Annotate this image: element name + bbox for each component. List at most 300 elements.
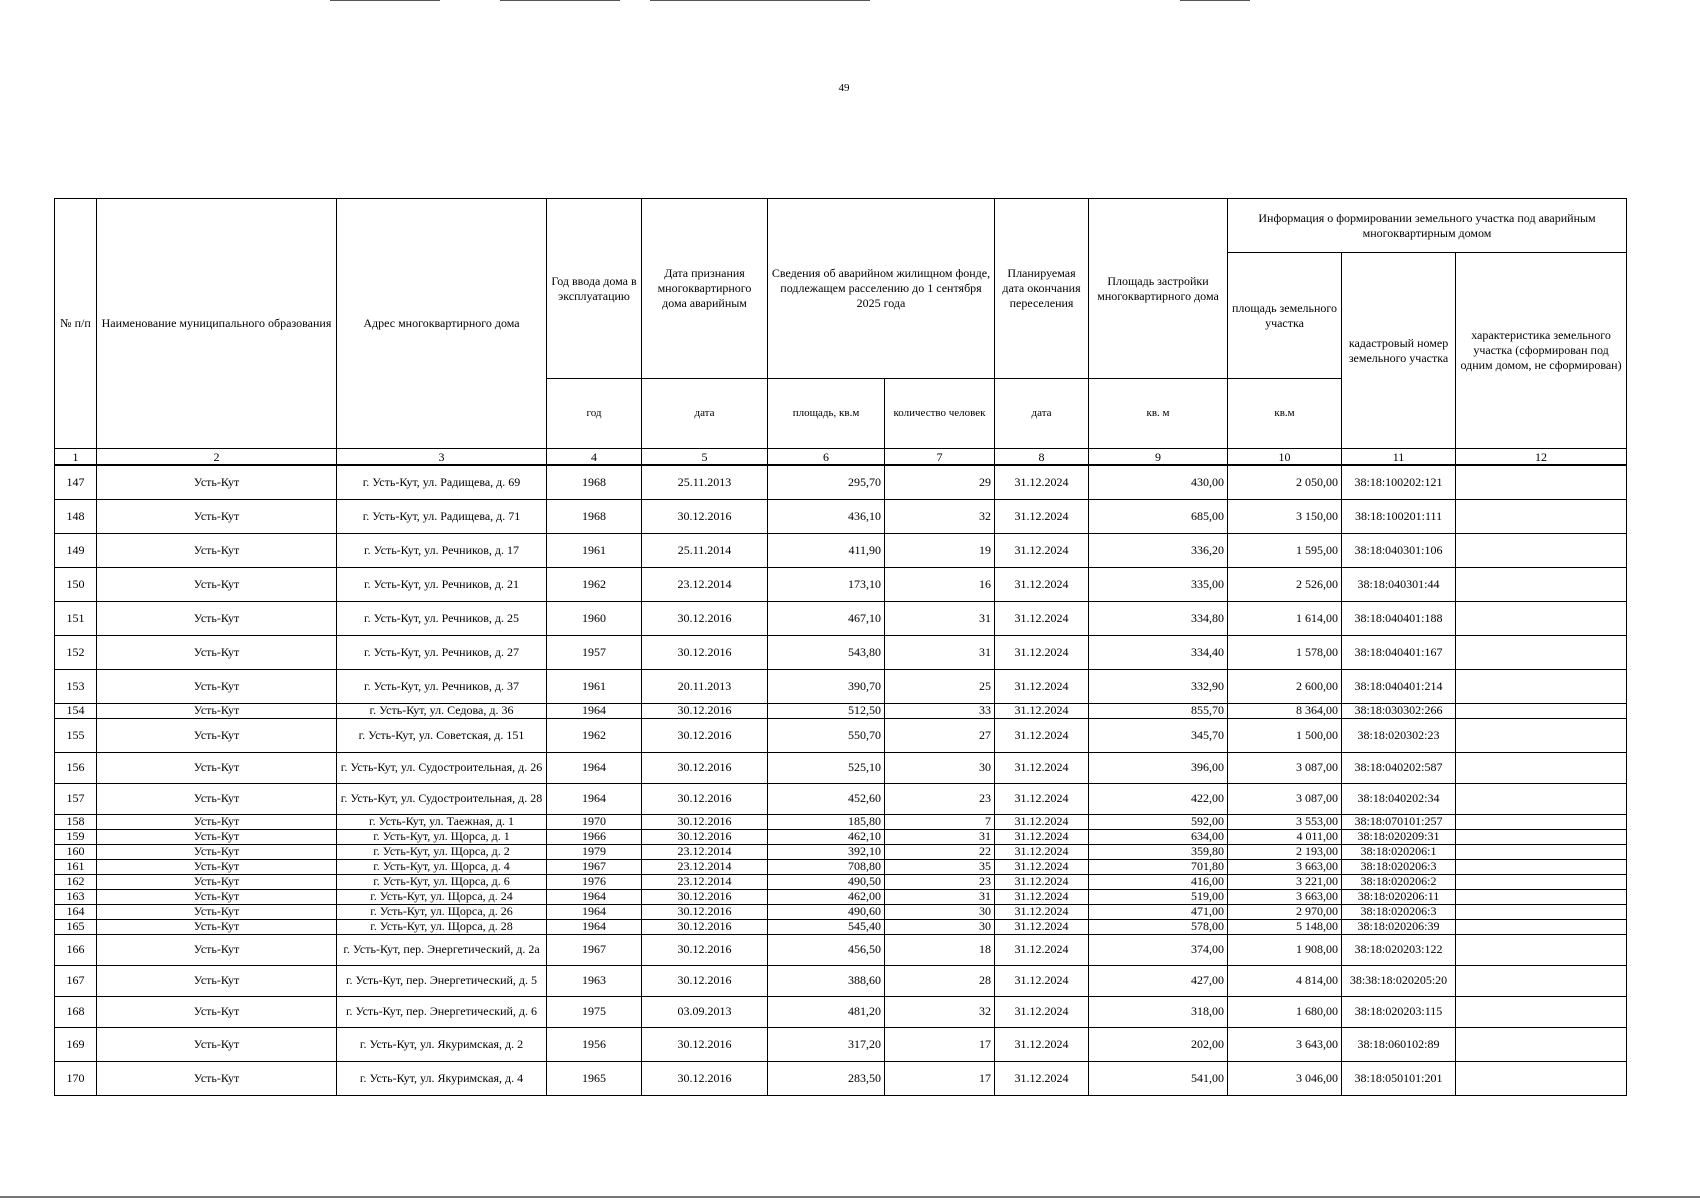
address-cell: г. Усть-Кут, ул. Судостроительная, д. 26 bbox=[337, 752, 547, 783]
scan-bottom-edge bbox=[0, 1196, 1700, 1198]
people-count-cell: 31 bbox=[885, 889, 995, 904]
header-emergency-fund: Сведения об аварийном жилищном фонде, подлежащем расселению до 1 сентября 2025 года bbox=[768, 199, 995, 379]
header-building-area: Площадь застройки многоквартирного дома bbox=[1089, 199, 1228, 379]
area-sqm-cell: 481,20 bbox=[768, 996, 885, 1027]
building-area-cell: 519,00 bbox=[1089, 889, 1228, 904]
row-number-cell: 159 bbox=[55, 829, 97, 844]
year-built-cell: 1964 bbox=[547, 703, 642, 718]
year-built-cell: 1976 bbox=[547, 874, 642, 889]
column-number: 7 bbox=[885, 449, 995, 466]
address-cell: г. Усть-Кут, ул. Речников, д. 17 bbox=[337, 533, 547, 567]
people-count-cell: 30 bbox=[885, 904, 995, 919]
row-number-cell: 162 bbox=[55, 874, 97, 889]
people-count-cell: 18 bbox=[885, 934, 995, 965]
municipality-cell: Усть-Кут bbox=[97, 874, 337, 889]
date-declared-cell: 23.12.2014 bbox=[642, 874, 768, 889]
planned-date-cell: 31.12.2024 bbox=[995, 829, 1089, 844]
people-count-cell: 23 bbox=[885, 783, 995, 814]
year-built-cell: 1964 bbox=[547, 904, 642, 919]
building-area-cell: 334,40 bbox=[1089, 635, 1228, 669]
planned-date-cell: 31.12.2024 bbox=[995, 904, 1089, 919]
people-count-cell: 17 bbox=[885, 1027, 995, 1061]
land-area-cell: 2 600,00 bbox=[1228, 669, 1342, 703]
land-characteristic-cell bbox=[1456, 965, 1627, 996]
land-area-cell: 5 148,00 bbox=[1228, 919, 1342, 934]
year-built-cell: 1961 bbox=[547, 669, 642, 703]
municipality-cell: Усть-Кут bbox=[97, 859, 337, 874]
address-cell: г. Усть-Кут, ул. Щорса, д. 6 bbox=[337, 874, 547, 889]
municipality-cell: Усть-Кут bbox=[97, 904, 337, 919]
row-number-cell: 156 bbox=[55, 752, 97, 783]
column-number: 8 bbox=[995, 449, 1089, 466]
municipality-cell: Усть-Кут bbox=[97, 829, 337, 844]
municipality-cell: Усть-Кут bbox=[97, 996, 337, 1027]
year-built-cell: 1960 bbox=[547, 601, 642, 635]
planned-date-cell: 31.12.2024 bbox=[995, 752, 1089, 783]
municipality-cell: Усть-Кут bbox=[97, 844, 337, 859]
row-number-cell: 155 bbox=[55, 718, 97, 752]
planned-date-cell: 31.12.2024 bbox=[995, 889, 1089, 904]
date-declared-cell: 30.12.2016 bbox=[642, 703, 768, 718]
area-sqm-cell: 392,10 bbox=[768, 844, 885, 859]
people-count-cell: 22 bbox=[885, 844, 995, 859]
area-sqm-cell: 185,80 bbox=[768, 814, 885, 829]
scan-artifact-line bbox=[330, 0, 440, 1]
row-number-cell: 149 bbox=[55, 533, 97, 567]
planned-date-cell: 31.12.2024 bbox=[995, 1027, 1089, 1061]
year-built-cell: 1961 bbox=[547, 533, 642, 567]
cadastral-number-cell: 38:38:18:020205:20 bbox=[1342, 965, 1456, 996]
land-characteristic-cell bbox=[1456, 1027, 1627, 1061]
cadastral-number-cell: 38:18:060102:89 bbox=[1342, 1027, 1456, 1061]
land-area-cell: 3 663,00 bbox=[1228, 859, 1342, 874]
building-area-cell: 427,00 bbox=[1089, 965, 1228, 996]
area-sqm-cell: 708,80 bbox=[768, 859, 885, 874]
table-row bbox=[55, 635, 1627, 669]
address-cell: г. Усть-Кут, пер. Энергетический, д. 2а bbox=[337, 934, 547, 965]
people-count-cell: 19 bbox=[885, 533, 995, 567]
land-characteristic-cell bbox=[1456, 874, 1627, 889]
area-sqm-cell: 173,10 bbox=[768, 567, 885, 601]
land-characteristic-cell bbox=[1456, 635, 1627, 669]
land-characteristic-cell bbox=[1456, 904, 1627, 919]
address-cell: г. Усть-Кут, ул. Речников, д. 37 bbox=[337, 669, 547, 703]
planned-date-cell: 31.12.2024 bbox=[995, 874, 1089, 889]
land-area-cell: 3 643,00 bbox=[1228, 1027, 1342, 1061]
year-built-cell: 1975 bbox=[547, 996, 642, 1027]
year-built-cell: 1964 bbox=[547, 752, 642, 783]
year-built-cell: 1965 bbox=[547, 1061, 642, 1095]
address-cell: г. Усть-Кут, ул. Якуримская, д. 2 bbox=[337, 1027, 547, 1061]
land-area-cell: 2 193,00 bbox=[1228, 844, 1342, 859]
building-area-cell: 335,00 bbox=[1089, 567, 1228, 601]
people-count-cell: 23 bbox=[885, 874, 995, 889]
header-land-characteristic: характеристика земельного участка (сформирован под одним домом, не сформирован) bbox=[1456, 253, 1627, 449]
cadastral-number-cell: 38:18:020302:23 bbox=[1342, 718, 1456, 752]
table-row bbox=[55, 919, 1627, 934]
land-area-cell: 1 578,00 bbox=[1228, 635, 1342, 669]
address-cell: г. Усть-Кут, ул. Щорса, д. 4 bbox=[337, 859, 547, 874]
header-land-info: Информация о формировании земельного участка под аварийным многоквартирным домом bbox=[1228, 199, 1627, 253]
cadastral-number-cell: 38:18:030302:266 bbox=[1342, 703, 1456, 718]
building-area-cell: 345,70 bbox=[1089, 718, 1228, 752]
building-area-cell: 332,90 bbox=[1089, 669, 1228, 703]
area-sqm-cell: 436,10 bbox=[768, 499, 885, 533]
people-count-cell: 32 bbox=[885, 996, 995, 1027]
cadastral-number-cell: 38:18:040301:44 bbox=[1342, 567, 1456, 601]
date-declared-cell: 25.11.2013 bbox=[642, 465, 768, 499]
table-row bbox=[55, 965, 1627, 996]
table-row bbox=[55, 996, 1627, 1027]
people-count-cell: 35 bbox=[885, 859, 995, 874]
header-planned-date: Планируемая дата окончания переселения bbox=[995, 199, 1089, 379]
date-declared-cell: 30.12.2016 bbox=[642, 904, 768, 919]
row-number-cell: 157 bbox=[55, 783, 97, 814]
people-count-cell: 27 bbox=[885, 718, 995, 752]
area-sqm-cell: 490,60 bbox=[768, 904, 885, 919]
municipality-cell: Усть-Кут bbox=[97, 965, 337, 996]
building-area-cell: 471,00 bbox=[1089, 904, 1228, 919]
area-sqm-cell: 317,20 bbox=[768, 1027, 885, 1061]
people-count-cell: 31 bbox=[885, 829, 995, 844]
land-characteristic-cell bbox=[1456, 752, 1627, 783]
row-number-cell: 161 bbox=[55, 859, 97, 874]
address-cell: г. Усть-Кут, пер. Энергетический, д. 5 bbox=[337, 965, 547, 996]
area-sqm-cell: 545,40 bbox=[768, 919, 885, 934]
address-cell: г. Усть-Кут, ул. Советская, д. 151 bbox=[337, 718, 547, 752]
land-characteristic-cell bbox=[1456, 889, 1627, 904]
column-number: 12 bbox=[1456, 449, 1627, 466]
header-date-declared: Дата признания многоквартирного дома аварийным bbox=[642, 199, 768, 379]
table-row bbox=[55, 844, 1627, 859]
land-characteristic-cell bbox=[1456, 996, 1627, 1027]
building-area-cell: 685,00 bbox=[1089, 499, 1228, 533]
year-built-cell: 1966 bbox=[547, 829, 642, 844]
year-built-cell: 1964 bbox=[547, 783, 642, 814]
planned-date-cell: 31.12.2024 bbox=[995, 814, 1089, 829]
land-characteristic-cell bbox=[1456, 783, 1627, 814]
table-row bbox=[55, 859, 1627, 874]
cadastral-number-cell: 38:18:020206:1 bbox=[1342, 844, 1456, 859]
municipality-cell: Усть-Кут bbox=[97, 635, 337, 669]
planned-date-cell: 31.12.2024 bbox=[995, 934, 1089, 965]
header-municipality: Наименование муниципального образования bbox=[97, 199, 337, 449]
land-characteristic-cell bbox=[1456, 601, 1627, 635]
year-built-cell: 1963 bbox=[547, 965, 642, 996]
cadastral-number-cell: 38:18:100202:121 bbox=[1342, 465, 1456, 499]
area-sqm-cell: 512,50 bbox=[768, 703, 885, 718]
cadastral-number-cell: 38:18:040301:106 bbox=[1342, 533, 1456, 567]
header-cadastral-number: кадастровый номер земельного участка bbox=[1342, 253, 1456, 449]
unit-planned-date: дата bbox=[995, 379, 1089, 449]
area-sqm-cell: 490,50 bbox=[768, 874, 885, 889]
area-sqm-cell: 543,80 bbox=[768, 635, 885, 669]
area-sqm-cell: 283,50 bbox=[768, 1061, 885, 1095]
building-area-cell: 396,00 bbox=[1089, 752, 1228, 783]
unit-people: количество человек bbox=[885, 379, 995, 449]
municipality-cell: Усть-Кут bbox=[97, 669, 337, 703]
area-sqm-cell: 550,70 bbox=[768, 718, 885, 752]
cadastral-number-cell: 38:18:040401:188 bbox=[1342, 601, 1456, 635]
address-cell: г. Усть-Кут, ул. Радищева, д. 69 bbox=[337, 465, 547, 499]
row-number-cell: 165 bbox=[55, 919, 97, 934]
table-row bbox=[55, 601, 1627, 635]
row-number-cell: 169 bbox=[55, 1027, 97, 1061]
table-row bbox=[55, 814, 1627, 829]
building-area-cell: 374,00 bbox=[1089, 934, 1228, 965]
year-built-cell: 1957 bbox=[547, 635, 642, 669]
land-characteristic-cell bbox=[1456, 859, 1627, 874]
planned-date-cell: 31.12.2024 bbox=[995, 533, 1089, 567]
unit-land-sqm: кв.м bbox=[1228, 379, 1342, 449]
people-count-cell: 7 bbox=[885, 814, 995, 829]
municipality-cell: Усть-Кут bbox=[97, 718, 337, 752]
planned-date-cell: 31.12.2024 bbox=[995, 499, 1089, 533]
land-area-cell: 3 087,00 bbox=[1228, 783, 1342, 814]
unit-date: дата bbox=[642, 379, 768, 449]
row-number-cell: 152 bbox=[55, 635, 97, 669]
cadastral-number-cell: 38:18:020206:3 bbox=[1342, 859, 1456, 874]
cadastral-number-cell: 38:18:050101:201 bbox=[1342, 1061, 1456, 1095]
building-area-cell: 359,80 bbox=[1089, 844, 1228, 859]
address-cell: г. Усть-Кут, ул. Щорса, д. 24 bbox=[337, 889, 547, 904]
cadastral-number-cell: 38:18:100201:111 bbox=[1342, 499, 1456, 533]
planned-date-cell: 31.12.2024 bbox=[995, 567, 1089, 601]
land-area-cell: 4 011,00 bbox=[1228, 829, 1342, 844]
column-number: 11 bbox=[1342, 449, 1456, 466]
cadastral-number-cell: 38:18:020206:2 bbox=[1342, 874, 1456, 889]
table-row bbox=[55, 533, 1627, 567]
emergency-housing-table bbox=[54, 198, 1627, 1096]
date-declared-cell: 30.12.2016 bbox=[642, 829, 768, 844]
area-sqm-cell: 462,00 bbox=[768, 889, 885, 904]
municipality-cell: Усть-Кут bbox=[97, 889, 337, 904]
column-number: 3 bbox=[337, 449, 547, 466]
address-cell: г. Усть-Кут, ул. Радищева, д. 71 bbox=[337, 499, 547, 533]
land-area-cell: 3 553,00 bbox=[1228, 814, 1342, 829]
planned-date-cell: 31.12.2024 bbox=[995, 465, 1089, 499]
people-count-cell: 17 bbox=[885, 1061, 995, 1095]
table-body bbox=[55, 465, 1627, 1095]
land-characteristic-cell bbox=[1456, 533, 1627, 567]
building-area-cell: 541,00 bbox=[1089, 1061, 1228, 1095]
year-built-cell: 1968 bbox=[547, 465, 642, 499]
header-land-area: площадь земельного участка bbox=[1228, 253, 1342, 379]
land-characteristic-cell bbox=[1456, 703, 1627, 718]
land-area-cell: 3 150,00 bbox=[1228, 499, 1342, 533]
date-declared-cell: 30.12.2016 bbox=[642, 783, 768, 814]
land-characteristic-cell bbox=[1456, 919, 1627, 934]
address-cell: г. Усть-Кут, ул. Щорса, д. 1 bbox=[337, 829, 547, 844]
cadastral-number-cell: 38:18:040401:214 bbox=[1342, 669, 1456, 703]
unit-building-sqm: кв. м bbox=[1089, 379, 1228, 449]
date-declared-cell: 30.12.2016 bbox=[642, 752, 768, 783]
cadastral-number-cell: 38:18:040401:167 bbox=[1342, 635, 1456, 669]
cadastral-number-cell: 38:18:020209:31 bbox=[1342, 829, 1456, 844]
municipality-cell: Усть-Кут bbox=[97, 465, 337, 499]
land-area-cell: 8 364,00 bbox=[1228, 703, 1342, 718]
land-area-cell: 4 814,00 bbox=[1228, 965, 1342, 996]
area-sqm-cell: 467,10 bbox=[768, 601, 885, 635]
municipality-cell: Усть-Кут bbox=[97, 919, 337, 934]
planned-date-cell: 31.12.2024 bbox=[995, 635, 1089, 669]
scan-artifact-line bbox=[650, 0, 870, 1]
people-count-cell: 31 bbox=[885, 635, 995, 669]
table-row bbox=[55, 829, 1627, 844]
area-sqm-cell: 452,60 bbox=[768, 783, 885, 814]
planned-date-cell: 31.12.2024 bbox=[995, 965, 1089, 996]
column-number: 6 bbox=[768, 449, 885, 466]
row-number-cell: 166 bbox=[55, 934, 97, 965]
land-characteristic-cell bbox=[1456, 1061, 1627, 1095]
people-count-cell: 16 bbox=[885, 567, 995, 601]
municipality-cell: Усть-Кут bbox=[97, 1061, 337, 1095]
building-area-cell: 578,00 bbox=[1089, 919, 1228, 934]
date-declared-cell: 23.12.2014 bbox=[642, 567, 768, 601]
land-area-cell: 3 046,00 bbox=[1228, 1061, 1342, 1095]
date-declared-cell: 30.12.2016 bbox=[642, 934, 768, 965]
people-count-cell: 29 bbox=[885, 465, 995, 499]
table-row bbox=[55, 783, 1627, 814]
cadastral-number-cell: 38:18:020203:122 bbox=[1342, 934, 1456, 965]
planned-date-cell: 31.12.2024 bbox=[995, 718, 1089, 752]
land-characteristic-cell bbox=[1456, 567, 1627, 601]
address-cell: г. Усть-Кут, ул. Якуримская, д. 4 bbox=[337, 1061, 547, 1095]
area-sqm-cell: 390,70 bbox=[768, 669, 885, 703]
building-area-cell: 202,00 bbox=[1089, 1027, 1228, 1061]
land-area-cell: 1 595,00 bbox=[1228, 533, 1342, 567]
table-row bbox=[55, 703, 1627, 718]
table-row bbox=[55, 1027, 1627, 1061]
land-area-cell: 1 500,00 bbox=[1228, 718, 1342, 752]
table-row bbox=[55, 567, 1627, 601]
area-sqm-cell: 411,90 bbox=[768, 533, 885, 567]
municipality-cell: Усть-Кут bbox=[97, 752, 337, 783]
planned-date-cell: 31.12.2024 bbox=[995, 996, 1089, 1027]
planned-date-cell: 31.12.2024 bbox=[995, 669, 1089, 703]
date-declared-cell: 30.12.2016 bbox=[642, 814, 768, 829]
year-built-cell: 1956 bbox=[547, 1027, 642, 1061]
date-declared-cell: 20.11.2013 bbox=[642, 669, 768, 703]
municipality-cell: Усть-Кут bbox=[97, 783, 337, 814]
address-cell: г. Усть-Кут, ул. Речников, д. 27 bbox=[337, 635, 547, 669]
row-number-cell: 168 bbox=[55, 996, 97, 1027]
scan-artifact-line bbox=[1180, 0, 1250, 1]
page-number: 49 bbox=[838, 82, 850, 94]
date-declared-cell: 23.12.2014 bbox=[642, 859, 768, 874]
cadastral-number-cell: 38:18:070101:257 bbox=[1342, 814, 1456, 829]
column-number: 4 bbox=[547, 449, 642, 466]
municipality-cell: Усть-Кут bbox=[97, 1027, 337, 1061]
row-number-cell: 150 bbox=[55, 567, 97, 601]
table-row bbox=[55, 934, 1627, 965]
row-number-cell: 158 bbox=[55, 814, 97, 829]
land-characteristic-cell bbox=[1456, 829, 1627, 844]
date-declared-cell: 30.12.2016 bbox=[642, 499, 768, 533]
municipality-cell: Усть-Кут bbox=[97, 567, 337, 601]
planned-date-cell: 31.12.2024 bbox=[995, 1061, 1089, 1095]
column-number: 5 bbox=[642, 449, 768, 466]
land-characteristic-cell bbox=[1456, 465, 1627, 499]
planned-date-cell: 31.12.2024 bbox=[995, 844, 1089, 859]
building-area-cell: 416,00 bbox=[1089, 874, 1228, 889]
area-sqm-cell: 456,50 bbox=[768, 934, 885, 965]
land-area-cell: 2 970,00 bbox=[1228, 904, 1342, 919]
municipality-cell: Усть-Кут bbox=[97, 601, 337, 635]
land-area-cell: 1 680,00 bbox=[1228, 996, 1342, 1027]
row-number-cell: 167 bbox=[55, 965, 97, 996]
year-built-cell: 1970 bbox=[547, 814, 642, 829]
date-declared-cell: 30.12.2016 bbox=[642, 1061, 768, 1095]
date-declared-cell: 25.11.2014 bbox=[642, 533, 768, 567]
planned-date-cell: 31.12.2024 bbox=[995, 859, 1089, 874]
people-count-cell: 31 bbox=[885, 601, 995, 635]
land-area-cell: 1 908,00 bbox=[1228, 934, 1342, 965]
people-count-cell: 30 bbox=[885, 919, 995, 934]
date-declared-cell: 30.12.2016 bbox=[642, 601, 768, 635]
cadastral-number-cell: 38:18:040202:34 bbox=[1342, 783, 1456, 814]
municipality-cell: Усть-Кут bbox=[97, 499, 337, 533]
table-header bbox=[55, 199, 1627, 466]
address-cell: г. Усть-Кут, пер. Энергетический, д. 6 bbox=[337, 996, 547, 1027]
date-declared-cell: 30.12.2016 bbox=[642, 889, 768, 904]
people-count-cell: 25 bbox=[885, 669, 995, 703]
address-cell: г. Усть-Кут, ул. Речников, д. 21 bbox=[337, 567, 547, 601]
date-declared-cell: 30.12.2016 bbox=[642, 965, 768, 996]
address-cell: г. Усть-Кут, ул. Щорса, д. 2 bbox=[337, 844, 547, 859]
year-built-cell: 1967 bbox=[547, 934, 642, 965]
table-row bbox=[55, 874, 1627, 889]
column-number: 2 bbox=[97, 449, 337, 466]
municipality-cell: Усть-Кут bbox=[97, 814, 337, 829]
scan-artifact-line bbox=[500, 0, 620, 1]
address-cell: г. Усть-Кут, ул. Щорса, д. 28 bbox=[337, 919, 547, 934]
municipality-cell: Усть-Кут bbox=[97, 703, 337, 718]
land-characteristic-cell bbox=[1456, 814, 1627, 829]
table-row bbox=[55, 465, 1627, 499]
address-cell: г. Усть-Кут, ул. Судостроительная, д. 28 bbox=[337, 783, 547, 814]
table-row bbox=[55, 499, 1627, 533]
people-count-cell: 28 bbox=[885, 965, 995, 996]
header-address: Адрес многоквартирного дома bbox=[337, 199, 547, 449]
column-numbers-row bbox=[55, 449, 1627, 466]
municipality-cell: Усть-Кут bbox=[97, 533, 337, 567]
table-row bbox=[55, 752, 1627, 783]
land-area-cell: 2 050,00 bbox=[1228, 465, 1342, 499]
land-area-cell: 2 526,00 bbox=[1228, 567, 1342, 601]
date-declared-cell: 23.12.2014 bbox=[642, 844, 768, 859]
building-area-cell: 336,20 bbox=[1089, 533, 1228, 567]
people-count-cell: 30 bbox=[885, 752, 995, 783]
row-number-cell: 151 bbox=[55, 601, 97, 635]
cadastral-number-cell: 38:18:020206:39 bbox=[1342, 919, 1456, 934]
header-year-built: Год ввода дома в эксплуатацию bbox=[547, 199, 642, 379]
date-declared-cell: 30.12.2016 bbox=[642, 1027, 768, 1061]
row-number-cell: 163 bbox=[55, 889, 97, 904]
planned-date-cell: 31.12.2024 bbox=[995, 601, 1089, 635]
table-row bbox=[55, 904, 1627, 919]
land-characteristic-cell bbox=[1456, 499, 1627, 533]
year-built-cell: 1964 bbox=[547, 919, 642, 934]
planned-date-cell: 31.12.2024 bbox=[995, 783, 1089, 814]
row-number-cell: 154 bbox=[55, 703, 97, 718]
land-area-cell: 3 221,00 bbox=[1228, 874, 1342, 889]
header-row-number: № п/п bbox=[55, 199, 97, 449]
cadastral-number-cell: 38:18:020206:11 bbox=[1342, 889, 1456, 904]
building-area-cell: 318,00 bbox=[1089, 996, 1228, 1027]
land-area-cell: 3 087,00 bbox=[1228, 752, 1342, 783]
building-area-cell: 855,70 bbox=[1089, 703, 1228, 718]
